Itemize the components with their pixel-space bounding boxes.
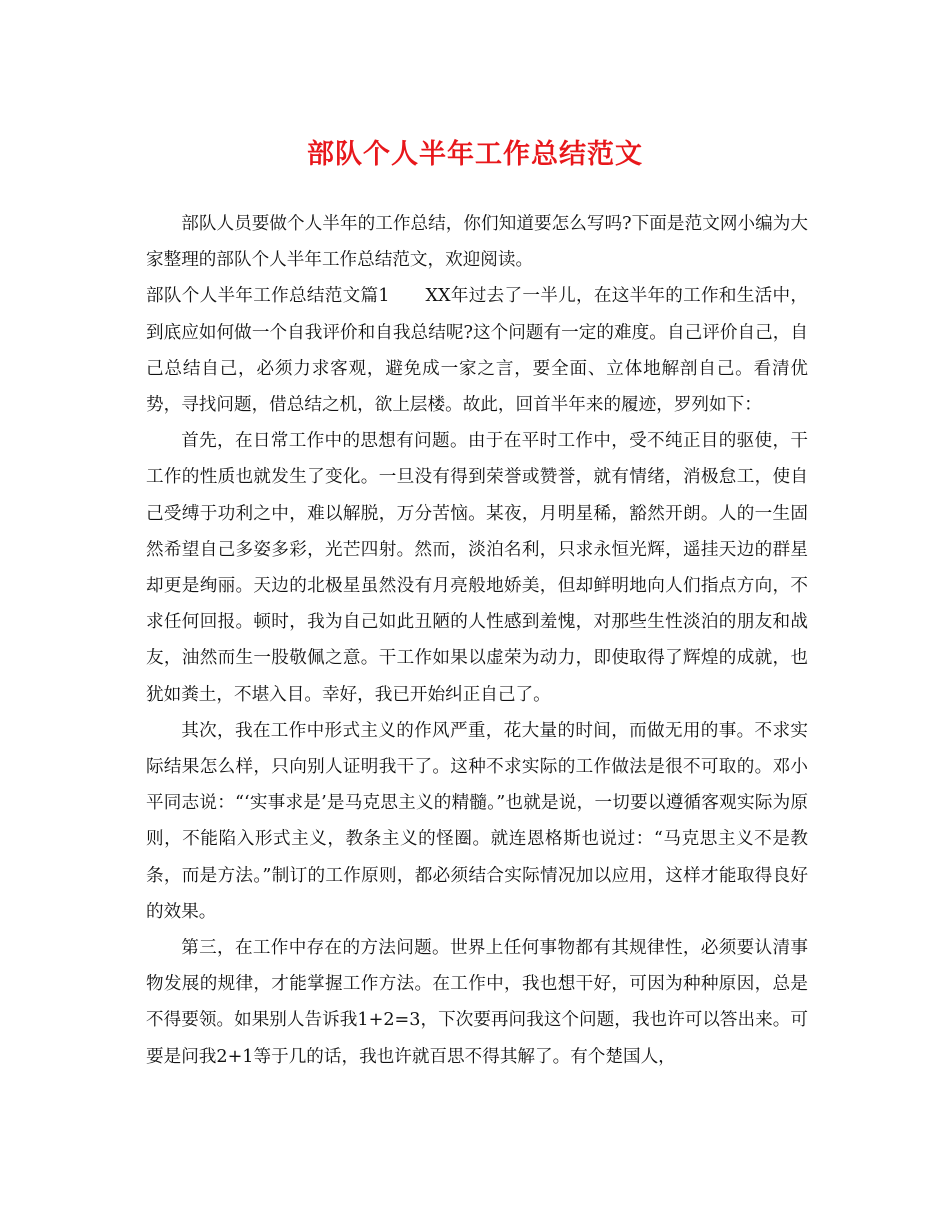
document-title: 部队个人半年工作总结范文 (307, 139, 643, 170)
third-point-paragraph: 第三，在工作中存在的方法问题。世界上任何事物都有其规律性，必须要认清事物发展的规律，才能掌握工作方法。在工作中，我也想干好，可因为种种原因，总是不得要领。如果别人告诉我1+2=3，下次要再问我这个问题，我也许可以答出来。可要是问我2+1等于几的话，我也许就百思不得其解了。有个楚国人， (146, 938, 808, 1067)
document-body (146, 206, 808, 1075)
section-1-paragraph: 部队个人半年工作总结范文篇1 XX年过去了一半儿，在这半年的工作和生活中，到底应如何做一个自我评价和自我总结呢?这个问题有一定的难度。自己评价自己，自己总结自己，必须力求客观，避免成一家之言，要全面、立体地解剖自己。看清优势，寻找问题，借总结之机，欲上层楼。故此，回首半年来的履迹，罗列如下： (146, 286, 808, 416)
first-point-paragraph: 首先，在日常工作中的思想有问题。由于在平时工作中，受不纯正目的驱使，干工作的性质也就发生了变化。一旦没有得到荣誉或赞誉，就有情绪，消极怠工，使自己受缚于功利之中，难以解脱，万分苦恼。某夜，月明星稀，豁然开朗。人的一生固然希望自己多姿多彩，光芒四射。然而，淡泊名利，只求永恒光辉，遥挂天边的群星却更是绚丽。天边的北极星虽然没有月亮般地娇美，但却鲜明地向人们指点方向，不求任何回报。顿时，我为自己如此丑陋的人性感到羞愧，对那些生性淡泊的朋友和战友，油然而生一股敬佩之意。干工作如果以虚荣为动力，即使取得了辉煌的成就，也犹如粪土，不堪入目。幸好，我已开始纠正自己了。 (146, 431, 808, 705)
intro-paragraph: 部队人员要做个人半年的工作总结，你们知道要怎么写吗?下面是范文网小编为大家整理的部队个人半年工作总结范文，欢迎阅读。 (146, 214, 808, 271)
second-point-paragraph: 其次，我在工作中形式主义的作风严重，花大量的时间，而做无用的事。不求实际结果怎么样，只向别人证明我干了。这种不求实际的工作做法是很不可取的。邓小平同志说：“‘实事求是’是马克思主义的精髓。”也就是说，一切要以遵循客观实际为原则，不能陷入形式主义，教条主义的怪圈。就连恩格斯也说过：“马克思主义不是教条，而是方法。”制订的工作原则，都必须结合实际情况加以应用，这样才能取得良好的效果。 (146, 720, 808, 922)
